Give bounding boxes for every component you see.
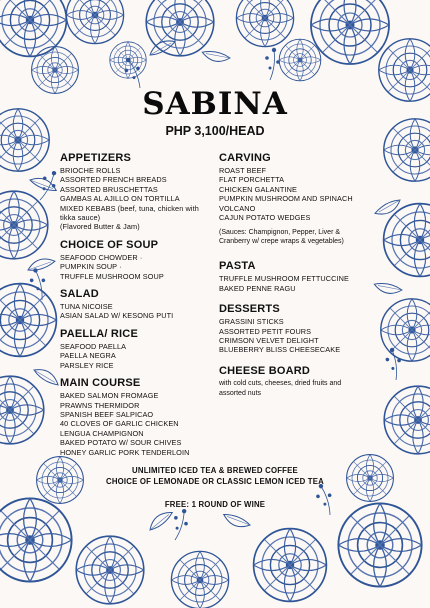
menu-item: CHICKEN GALANTINE [219, 184, 297, 194]
menu-item: HONEY GARLIC PORK TENDERLOIN [60, 447, 190, 457]
menu-item: PAELLA NEGRA [60, 351, 116, 361]
left-menu-column [60, 152, 220, 464]
menu-item: FLAT PORCHETTA [219, 175, 285, 185]
carving-section [219, 152, 394, 246]
menu-item: CAJUN POTATO WEDGES [219, 213, 311, 223]
desserts-section [219, 303, 394, 355]
menu-item: (Flavored Butter & Jam) [60, 222, 140, 232]
soup-section [60, 239, 220, 281]
menu-item: ASSORTED BRUSCHETTAS [60, 184, 158, 194]
section-title: PASTA [219, 260, 256, 273]
drinks-line-1: UNLIMITED ICED TEA & BREWED COFFEE [132, 466, 298, 475]
section-title: CHOICE OF SOUP [60, 238, 159, 251]
free-wine-line: FREE: 1 ROUND OF WINE [164, 500, 266, 509]
cheese-board-description: with cold cuts, cheeses, dried fruits and assorted nuts [219, 379, 342, 397]
right-menu-column [219, 152, 394, 406]
pasta-section [219, 260, 394, 293]
section-title: PAELLA/ RICE [60, 327, 138, 340]
menu-item: BAKED POTATO W/ SOUR CHIVES [60, 438, 182, 448]
menu-item: PUMPKIN MUSHROOM AND SPINACH [219, 194, 353, 204]
appetizers-section [60, 152, 220, 232]
menu-item: SEAFOOD CHOWDER · [60, 252, 143, 262]
menu-item: ASSORTED PETIT FOURS [219, 326, 312, 336]
section-title: DESSERTS [219, 303, 280, 316]
menu-item: BAKED SALMON FROMAGE [60, 391, 159, 401]
menu-item: MIXED KEBABS (beef, tuna, chicken with [60, 203, 199, 213]
drinks-line-2: CHOICE OF LEMONADE OR CLASSIC LEMON ICED TEA [105, 477, 325, 486]
main-course-section [60, 377, 220, 457]
restaurant-title: SABINA [142, 86, 288, 122]
section-title: APPETIZERS [60, 152, 132, 164]
menu-item: VOLCANO [219, 203, 256, 213]
price-per-head: PHP 3,100/HEAD [165, 124, 265, 138]
section-title: MAIN COURSE [60, 377, 141, 390]
paella-rice-section [60, 328, 220, 370]
menu-item: TUNA NICOISE [60, 302, 113, 312]
menu-item: BRIOCHE ROLLS [60, 166, 121, 175]
salad-section [60, 288, 220, 321]
menu-item: ASSORTED FRENCH BREADS [60, 175, 167, 185]
cheese-board-section [219, 365, 394, 399]
menu-item: SEAFOOD PAELLA [60, 341, 127, 351]
menu-item: GRASSINI STICKS [219, 317, 284, 327]
section-title: CHEESE BOARD [219, 364, 311, 377]
menu-item: ASIAN SALAD W/ KESONG PUTI [60, 311, 174, 321]
sauces-note: (Sauces: Champignon, Pepper, Liver & Cranberry w/ crepe wraps & vegetables) [219, 229, 344, 246]
menu-item: SPANISH BEEF SALPICAO [60, 409, 154, 419]
section-title: SALAD [60, 288, 99, 301]
menu-item: TRUFFLE MUSHROOM FETTUCCINE [219, 274, 349, 284]
menu-item: BLUEBERRY BLISS CHEESECAKE [219, 345, 341, 355]
menu-item: BAKED PENNE RAGU [219, 283, 296, 293]
menu-item: TRUFFLE MUSHROOM SOUP [60, 271, 164, 281]
menu-item: PUMPKIN SOUP · [60, 262, 122, 272]
menu-item: PRAWNS THERMIDOR [60, 400, 140, 410]
menu-item: PARSLEY RICE [60, 360, 114, 370]
menu-item: GAMBAS AL AJILLO ON TORTILLA [60, 194, 180, 204]
section-title: CARVING [219, 152, 271, 164]
menu-item: 40 CLOVES OF GARLIC CHICKEN [60, 419, 179, 429]
menu-item: ROAST BEEF [219, 166, 267, 175]
menu-item: tikka sauce) [60, 213, 101, 223]
menu-item: LENGUA CHAMPIGNON [60, 428, 144, 438]
menu-item: CRIMSON VELVET DELIGHT [219, 336, 319, 346]
